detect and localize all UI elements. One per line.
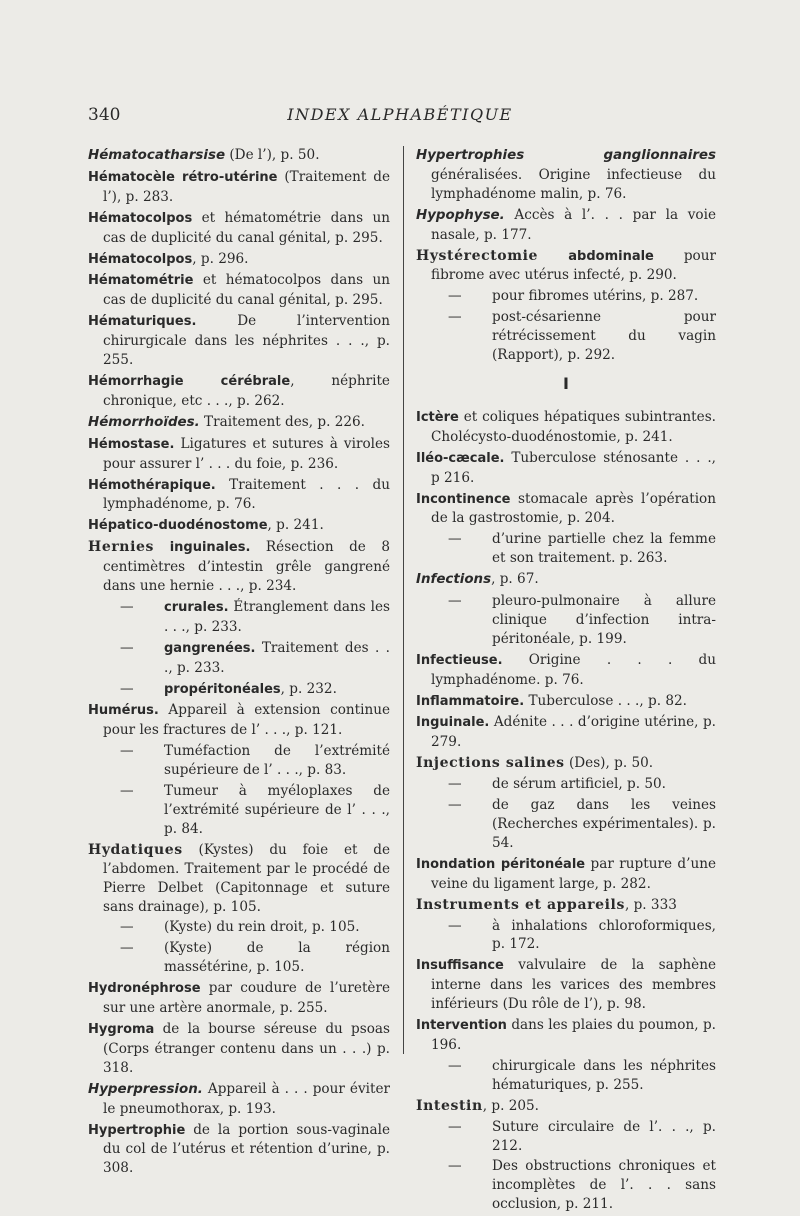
index-subentry [88, 918, 390, 937]
entry-text: (Kyste) de la région massétérine, p. 105. [164, 940, 390, 976]
entry-text: d’urine partielle chez la femme et son traitement. p. 263. [492, 531, 716, 567]
index-entry [416, 449, 716, 488]
index-entry [416, 206, 716, 245]
index-subentry [416, 796, 716, 853]
entry-headword: Infections [416, 572, 492, 588]
index-entry [88, 146, 390, 166]
index-entry [416, 713, 716, 752]
index-entry [88, 979, 390, 1018]
entry-text: Appareil à extension continue pour les fractures de l’ . . ., p. 121. [103, 702, 390, 739]
index-entry [88, 435, 390, 474]
entry-text: chirurgicale dans les néphrites hématuriques, p. 255. [492, 1057, 716, 1093]
entry-text: Tumeur à myéloplaxes de l’extrémité supérieure de l’ . . ., p. 84. [164, 783, 390, 837]
entry-text: Des obstructions chroniques et incomplètes de l’. . . sans occlusion, p. 211. [492, 1158, 716, 1213]
entry-text: Origine . . . du lymphadénome. p. 76. [431, 651, 716, 688]
entry-headword: Hygroma [88, 1021, 155, 1037]
entry-text: à inhalations chloroformiques, p. 172. [492, 917, 716, 953]
index-entry [416, 570, 716, 590]
entry-text: Adénite . . . d’origine utérine, p. 279. [431, 714, 716, 751]
entry-headword: Inflammatoire. [416, 693, 525, 709]
entry-text: (Traitement de l’), p. 283. [103, 168, 390, 205]
index-subentry [416, 308, 716, 365]
entry-text: dans les plaies du poumon, p. 196. [431, 1017, 716, 1053]
entry-headword: Insuffisance [416, 958, 504, 974]
entry-text: Suture circulaire de l’. . ., p. 212. [492, 1118, 716, 1154]
entry-headword: Ictère [416, 409, 459, 425]
entry-text: par coudure de l’uretère sur une artère anormale, p. 255. [103, 980, 390, 1017]
entry-text: par rupture d’une veine du ligament large, p. 282. [431, 855, 716, 892]
entry-headword: Intervention [416, 1018, 507, 1034]
entry-text: pour fibrome avec utérus infecté, p. 290. [431, 247, 716, 284]
entry-headword: Hémorrhoïdes. [88, 414, 200, 430]
index-entry [88, 209, 390, 248]
entry-headword: Hémostase. [88, 436, 175, 452]
entry-text: (Kystes) du foie et de l’abdomen. Traitement par le procédé de Pierre Delbet (Capitonnage et suture sans drainage), p. 105. [103, 841, 390, 915]
index-entry [88, 701, 390, 740]
entry-text: Traitement des . . ., p. 233. [164, 639, 390, 676]
index-subentry [88, 742, 390, 780]
entry-text: et hématocolpos dans un cas de duplicité du canal génital, p. 295. [103, 272, 390, 309]
index-entry [416, 956, 716, 1014]
entry-headword: Hypertrophie [88, 1122, 186, 1138]
page-number: 340 [88, 105, 121, 125]
entry-subheadword: inguinales. [154, 540, 251, 556]
running-title: INDEX ALPHABÉTIQUE [287, 105, 513, 124]
entry-headword: Hématocolpos [88, 210, 193, 226]
entry-text: de la portion sous-vaginale du col de l’utérus et rétention d’urine, p. 308. [103, 1121, 390, 1177]
entry-text: , néphrite chronique, etc . . ., p. 262. [103, 372, 390, 409]
repeat-dash: — [448, 1118, 462, 1135]
repeat-dash: — [448, 797, 462, 814]
entry-headword: Hydatiques [88, 841, 183, 858]
entry-text: , p. 67. [491, 571, 539, 588]
index-entry [88, 312, 390, 370]
index-subentry [416, 917, 716, 955]
entry-headword: Hyperpression. [88, 1081, 203, 1097]
entry-text: de sérum artificiel, p. 50. [492, 776, 666, 793]
entry-headword: Hématocolpos [88, 251, 193, 267]
repeat-dash: — [448, 1057, 462, 1074]
entry-headword: Instruments et appareils [416, 896, 625, 913]
entry-headword: Hématocèle rétro-utérine [88, 169, 278, 185]
entry-headword: crurales. [164, 599, 229, 615]
index-entry [416, 1016, 716, 1055]
index-entry [416, 855, 716, 894]
left-column [88, 146, 390, 1180]
index-entry [416, 247, 716, 286]
entry-text: Résection de 8 centimètres d’intestin grêle gangrené dans une hernie . . ., p. 234. [103, 539, 390, 595]
entry-headword: Hémorrhagie cérébrale [88, 373, 291, 389]
index-subentry [88, 939, 390, 977]
repeat-dash: — [120, 940, 134, 957]
entry-headword: Infectieuse. [416, 652, 503, 668]
entry-headword: Incontinence [416, 491, 511, 507]
entry-text: , p. 241. [267, 517, 324, 534]
entry-text: pleuro-pulmonaire à allure clinique d’infection intra-péritonéale, p. 199. [492, 593, 716, 647]
index-subentry [88, 639, 390, 678]
index-entry [416, 651, 716, 690]
index-subentry [416, 775, 716, 794]
entry-text: Ligatures et sutures à viroles pour assurer l’ . . . du foie, p. 236. [103, 435, 390, 472]
entry-subheadword: abdominale [538, 248, 654, 264]
index-entry [416, 408, 716, 447]
repeat-dash: — [120, 783, 134, 800]
index-subentry [416, 1157, 716, 1214]
index-subentry [88, 680, 390, 700]
entry-headword: Iléo-cæcale. [416, 450, 505, 466]
entry-text: valvulaire de la saphène interne dans les varices des membres inférieurs (Du rôle de l’), p. 98. [431, 957, 716, 1013]
entry-headword: Injections salines [416, 755, 565, 772]
entry-headword: Hémothérapique. [88, 477, 216, 493]
index-entry [88, 1080, 390, 1119]
entry-text: , p. 296. [192, 250, 249, 267]
entry-headword: Hernies [88, 539, 154, 556]
entry-text: (Kyste) du rein droit, p. 105. [164, 919, 360, 936]
repeat-dash: — [120, 919, 134, 936]
entry-text: et coliques hépatiques subintrantes. Cholécysto-duodénostomie, p. 241. [431, 408, 716, 445]
entry-headword: Hystérectomie [416, 247, 539, 264]
repeat-dash: — [448, 776, 462, 793]
entry-text: , p. 333 [624, 896, 677, 913]
index-subentry [416, 592, 716, 649]
index-entry [416, 146, 716, 204]
page-header [88, 105, 712, 129]
repeat-dash: — [448, 288, 462, 305]
entry-headword: Inguinale. [416, 715, 490, 731]
entry-text: généralisées. Origine infectieuse du lymphadénome malin, p. 76. [431, 166, 716, 202]
entry-text: Étranglement dans les . . ., p. 233. [164, 598, 390, 635]
entry-text: Appareil à . . . pour éviter le pneumothorax, p. 193. [103, 1080, 390, 1117]
index-entry [88, 841, 390, 917]
repeat-dash: — [120, 743, 134, 760]
index-entry [88, 413, 390, 433]
entry-text: pour fibromes utérins, p. 287. [492, 288, 699, 305]
entry-text: de gaz dans les veines (Recherches expérimentales). p. 54. [492, 797, 716, 851]
repeat-dash: — [448, 917, 462, 934]
right-column [416, 146, 716, 1216]
entry-text: de la bourse séreuse du psoas (Corps étranger contenu dans un . . .) p. 318. [103, 1020, 390, 1076]
entry-headword: Hypertrophies ganglionnaires [416, 148, 716, 163]
index-entry [88, 271, 390, 310]
entry-text: stomacale après l’opération de la gastrostomie, p. 204. [431, 490, 716, 527]
index-entry [88, 1121, 390, 1179]
entry-text: Traitement des, p. 226. [199, 413, 365, 430]
index-entry [88, 168, 390, 207]
entry-headword: Hématométrie [88, 273, 194, 289]
entry-headword: Hématuriques. [88, 314, 197, 330]
index-subentry [416, 1057, 716, 1095]
index-entry [88, 516, 390, 536]
entry-headword: Hydronéphrose [88, 981, 201, 997]
entry-headword: Inondation péritonéale [416, 856, 586, 872]
column-divider [403, 146, 404, 1054]
entry-text: Accès à l’. . . par la voie nasale, p. 177. [431, 206, 716, 243]
index-subentry [416, 530, 716, 568]
index-entry [88, 250, 390, 270]
entry-text: , p. 232. [280, 680, 337, 697]
entry-text: et hématométrie dans un cas de duplicité du canal génital, p. 295. [103, 209, 390, 246]
index-entry [416, 896, 716, 915]
repeat-dash: — [448, 309, 462, 326]
entry-headword: Hypophyse. [416, 207, 505, 223]
index-entry [88, 476, 390, 515]
repeat-dash: — [448, 531, 462, 548]
entry-headword: Humérus. [88, 703, 159, 719]
index-entry [416, 1097, 716, 1116]
entry-text: Tuberculose . . ., p. 82. [524, 692, 687, 709]
entry-text: Traitement . . . du lymphadénome, p. 76. [103, 476, 390, 513]
index-entry [88, 538, 390, 596]
entry-headword: Intestin [416, 1097, 483, 1114]
entry-text: (De l’), p. 50. [225, 147, 320, 163]
index-entry [88, 1020, 390, 1078]
repeat-dash: — [448, 593, 462, 610]
repeat-dash: — [120, 598, 134, 615]
entry-headword: Hépatico-duodénostome [88, 518, 268, 534]
entry-text: De l’intervention chirurgicale dans les néphrites . . ., p. 255. [103, 313, 390, 369]
index-subentry [88, 598, 390, 637]
entry-text: post-césarienne pour rétrécissement du vagin (Rapport), p. 292. [492, 309, 716, 364]
repeat-dash: — [120, 639, 134, 656]
entry-text: Tuméfaction de l’extrémité supérieure de l’ . . ., p. 83. [164, 743, 390, 779]
section-letter: I [563, 373, 569, 393]
entry-text: Tuberculose sténosante . . ., p 216. [431, 449, 716, 486]
repeat-dash: — [120, 680, 134, 697]
index-subentry [416, 287, 716, 306]
entry-headword: gangrenées. [164, 640, 256, 656]
entry-text: , p. 205. [482, 1097, 540, 1114]
index-subentry [88, 782, 390, 839]
entry-headword: Hématocatharsise [88, 148, 226, 163]
entry-headword: propéritonéales [164, 681, 281, 697]
index-entry [88, 372, 390, 411]
index-entry [416, 754, 716, 773]
repeat-dash: — [448, 1158, 462, 1175]
entry-text: (Des), p. 50. [564, 755, 654, 772]
index-entry [416, 490, 716, 529]
index-entry [416, 692, 716, 712]
